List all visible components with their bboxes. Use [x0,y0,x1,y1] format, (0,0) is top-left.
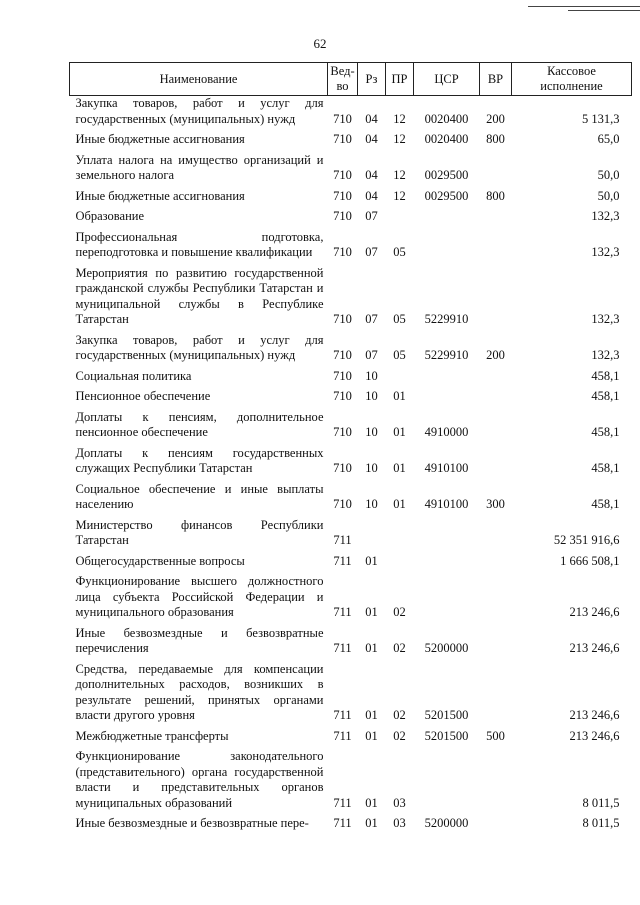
row-vr: 200 [486,111,505,126]
row-csr [414,569,480,621]
row-name: Иные бюджетные ассигнования [75,188,245,203]
row-name: Иные безвозмездные и безвозвратные перечисления [75,625,324,655]
row-amount: 458,1 [591,461,620,475]
row-amount: 213 246,6 [569,605,620,619]
row-name: Закупка товаров, работ и услуг для государственных (муниципальных) нужд [75,332,324,362]
row-rz: 01 [365,605,378,619]
row-amount: 8 011,5 [582,795,620,810]
row-amount: 52 351 916,6 [553,533,620,547]
row-csr [414,744,480,811]
row-amount: 65,0 [597,132,620,146]
row-amount: 213 246,6 [569,641,620,655]
row-vr: 800 [486,188,505,203]
row-vr [480,148,512,184]
row-ved: 710 [333,389,352,403]
row-rz: 10 [365,497,378,511]
row-rz: 10 [365,368,378,383]
row-pr: 05 [393,312,406,326]
row-rz: 01 [365,728,378,743]
row-name: Иные безвозмездные и безвозвратные пере- [75,816,309,830]
row-pr: 02 [393,641,406,655]
row-vr [480,204,512,225]
row-rz: 01 [365,641,378,655]
row-name: Социальное обеспечение и иные выплаты населению [75,481,324,511]
row-name: Закупка товаров, работ и услуг для государственных (муниципальных) нужд [75,96,324,126]
row-amount: 5 131,3 [582,111,620,126]
row-pr: 05 [393,348,406,362]
row-amount: 1 666 508,1 [560,553,620,568]
row-vr [480,811,512,832]
row-rz: 10 [365,425,378,439]
row-pr: 01 [393,389,406,403]
row-csr: 0020400 [424,132,469,146]
header-vr: ВР [480,63,512,96]
row-ved: 711 [333,728,352,743]
table-row [70,744,632,811]
row-csr [414,513,480,549]
row-amount: 132,3 [591,312,620,326]
row-csr: 4910000 [424,425,469,439]
row-ved: 710 [333,425,352,439]
row-amount: 458,1 [591,368,620,383]
row-ved: 710 [333,497,352,511]
row-vr [480,364,512,385]
row-csr [414,225,480,261]
row-rz: 07 [365,245,378,259]
row-rz: 01 [365,553,378,568]
row-rz: 04 [365,111,378,126]
row-ved: 710 [333,132,352,146]
row-amount: 213 246,6 [569,728,620,743]
page-number: 62 [313,36,327,51]
row-vr: 300 [486,497,505,511]
table-row [70,127,632,148]
row-pr: 12 [393,168,406,182]
row-name: Функционирование законодательного (представительного) органа государственной власти и представительных органов муниципальных образований [75,749,324,810]
row-vr: 800 [486,132,505,146]
row-csr: 5201500 [424,728,469,743]
row-ved: 710 [333,209,352,223]
row-rz: 01 [365,816,378,830]
row-pr: 03 [393,816,406,830]
row-csr: 4910100 [424,461,469,475]
table-row [70,261,632,328]
row-pr: 12 [393,188,406,203]
row-ved: 710 [333,111,352,126]
row-pr: 05 [393,245,406,259]
row-ved: 710 [333,245,352,259]
row-vr [480,261,512,328]
row-vr [480,225,512,261]
row-pr [386,549,414,570]
row-ved: 711 [333,533,352,547]
header-name: Наименование [70,63,328,96]
row-pr: 01 [393,497,406,511]
header-ved-text: Вед- во [330,64,355,93]
table-row [70,96,632,128]
row-vr: 200 [486,348,505,362]
row-name: Пенсионное обеспечение [75,389,211,403]
row-vr: 500 [486,728,505,743]
table-row [70,477,632,513]
row-name: Уплата налога на имущество организаций и земельного налога [75,152,324,182]
row-amount: 458,1 [591,425,620,439]
row-rz: 10 [365,461,378,475]
row-rz: 04 [365,168,378,182]
row-amount: 132,3 [591,245,620,259]
table-row [70,724,632,745]
row-pr: 02 [393,708,406,722]
row-csr [414,384,480,405]
header-pr: ПР [386,63,414,96]
table-row [70,441,632,477]
row-ved: 710 [333,188,352,203]
row-rz: 07 [365,312,378,326]
row-pr: 02 [393,605,406,619]
row-name: Межбюджетные трансферты [75,728,229,743]
row-pr: 12 [393,132,406,146]
row-pr [386,513,414,549]
row-csr: 5201500 [424,708,469,722]
row-amount: 132,3 [591,209,620,223]
top-rule-short [568,10,640,11]
table-row [70,513,632,549]
table-row [70,225,632,261]
row-name: Социальная политика [75,368,192,383]
row-name: Мероприятия по развитию государственной гражданской службы Республики Татарстан и муниципальной службы в Республике Татарстан [75,265,324,326]
table-row [70,204,632,225]
row-ved: 710 [333,368,352,383]
row-rz: 04 [365,188,378,203]
row-pr [386,204,414,225]
row-ved: 711 [333,553,352,568]
table-row [70,148,632,184]
row-rz: 07 [365,209,378,223]
row-rz [358,513,386,549]
row-csr: 5200000 [424,641,469,655]
row-amount: 50,0 [597,188,620,203]
row-pr: 01 [393,461,406,475]
row-csr [414,204,480,225]
row-ved: 710 [333,461,352,475]
row-name: Средства, передаваемые для компенсации дополнительных расходов, возникших в результате решений, принятых органами власти другого уровня [75,661,324,722]
row-rz: 10 [365,389,378,403]
table-row [70,569,632,621]
row-csr: 5200000 [424,816,469,830]
row-ved: 711 [333,795,352,810]
table-row [70,811,632,832]
row-name: Профессиональная подготовка, переподготовка и повышение квалификации [75,229,324,259]
row-name: Образование [75,209,145,223]
row-vr [480,405,512,441]
header-kassa: Кассовое исполнение [512,63,632,96]
row-name: Министерство финансов Республики Татарстан [75,517,324,547]
row-csr: 0020400 [424,111,469,126]
row-ved: 711 [333,641,352,655]
row-ved: 711 [333,605,352,619]
row-name: Доплаты к пенсиям, дополнительное пенсионное обеспечение [75,409,324,439]
table-row [70,549,632,570]
row-vr [480,657,512,724]
row-csr: 5229910 [424,348,469,362]
row-vr [480,549,512,570]
table-row [70,621,632,657]
row-csr [414,364,480,385]
table-row [70,405,632,441]
row-vr [480,744,512,811]
table-row [70,184,632,205]
row-ved: 711 [333,816,352,830]
table-row [70,657,632,724]
row-csr [414,549,480,570]
row-ved: 710 [333,348,352,362]
row-amount: 132,3 [591,348,620,362]
row-amount: 213 246,6 [569,708,620,722]
header-rz: Рз [358,63,386,96]
budget-table [69,62,632,832]
row-rz: 07 [365,348,378,362]
row-name: Иные бюджетные ассигнования [75,132,245,146]
row-amount: 8 011,5 [582,816,620,830]
table-row [70,364,632,385]
row-pr [386,364,414,385]
row-ved: 710 [333,312,352,326]
row-amount: 50,0 [597,168,620,182]
row-pr: 03 [393,795,406,810]
row-amount: 458,1 [591,497,620,511]
row-name: Функционирование высшего должностного лица субъекта Российской Федерации и муниципального образования [75,574,324,619]
row-vr [480,569,512,621]
row-name: Общегосударственные вопросы [75,553,245,568]
row-rz: 01 [365,795,378,810]
row-pr: 01 [393,425,406,439]
row-amount: 458,1 [591,389,620,403]
row-csr: 4910100 [424,497,469,511]
row-rz: 04 [365,132,378,146]
table-row [70,384,632,405]
row-ved: 711 [333,708,352,722]
row-rz: 01 [365,708,378,722]
top-rule [528,6,640,7]
row-csr: 0029500 [424,168,469,182]
row-vr [480,441,512,477]
header-csr: ЦСР [414,63,480,96]
row-vr [480,621,512,657]
row-pr: 02 [393,728,406,743]
row-vr [480,513,512,549]
table-row [70,328,632,364]
header-ved [328,63,358,96]
row-csr: 0029500 [424,188,469,203]
row-ved: 710 [333,168,352,182]
row-pr: 12 [393,111,406,126]
row-csr: 5229910 [424,312,469,326]
row-vr [480,384,512,405]
row-name: Доплаты к пенсиям государственных служащих Республики Татарстан [75,445,324,475]
table-header-row [70,63,632,96]
